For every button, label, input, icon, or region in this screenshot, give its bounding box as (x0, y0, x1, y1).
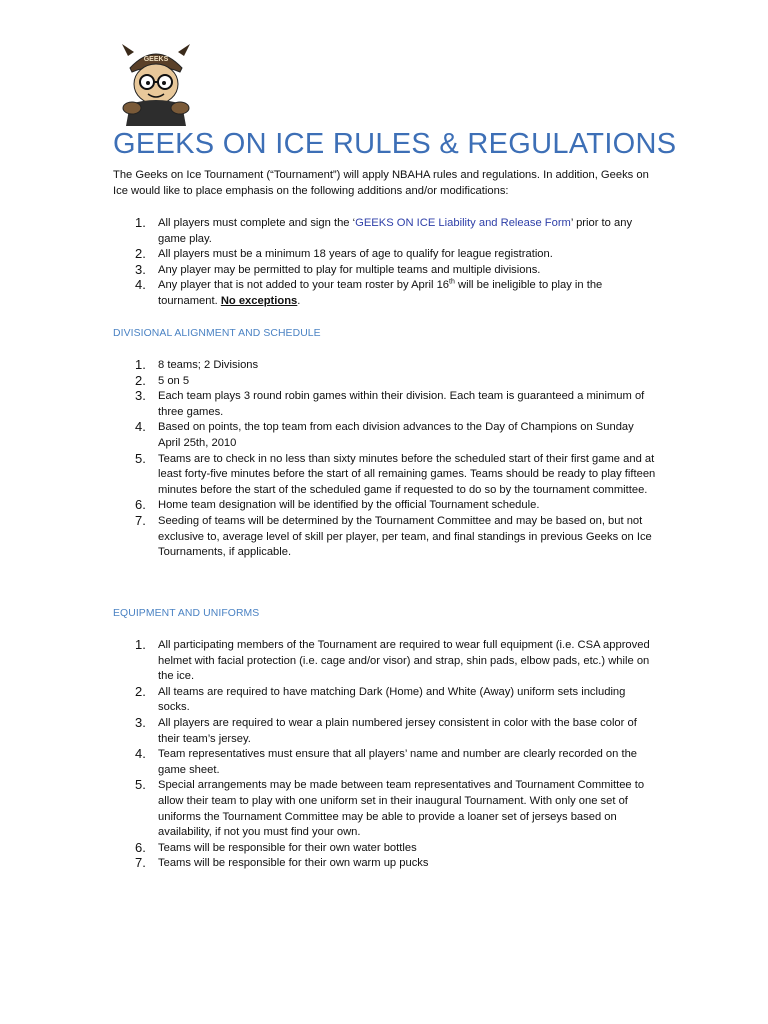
list-item (113, 263, 658, 279)
item-number: 4. (135, 277, 146, 293)
item-text: Special arrangements may be made between team representatives and Tournament Committee to allow their team to play with one uniform set in their inaugural Tournament. With only one set of uniforms the Tournament Committee may be able to provide a loaner set of jerseys based on availability, if not you must find your own. (158, 779, 645, 839)
geeks-logo (118, 42, 194, 126)
item-number: 4. (135, 419, 146, 435)
list-item (113, 358, 658, 374)
list-item (113, 374, 658, 390)
general-rules-list (113, 216, 658, 310)
intro-paragraph: The Geeks on Ice Tournament (“Tournament”) will apply NBAHA rules and regulations. In addition, Geeks on Ice would like to place emphasis on the following additions and/or modifications: (113, 169, 649, 197)
section-heading-equipment: EQUIPMENT AND UNIFORMS (113, 608, 260, 619)
item-number: 7. (135, 855, 146, 871)
item-text: Seeding of teams will be determined by the Tournament Committee and may be based on, but not exclusive to, average level of skill per player, per team, and final standings in previous Geeks on Ice Tournaments, if applicable. (158, 514, 652, 559)
section-heading-divisional: DIVISIONAL ALIGNMENT AND SCHEDULE (113, 328, 321, 339)
item-number: 2. (135, 246, 146, 262)
equipment-list (113, 638, 658, 872)
liability-form-link[interactable]: GEEKS ON ICE Liability and Release Form (355, 217, 571, 229)
divisional-list (113, 358, 658, 561)
rule-text: ’ prior to any game play. (158, 217, 633, 245)
list-item (113, 420, 658, 451)
item-number: 7. (135, 512, 146, 528)
item-number: 3. (135, 388, 146, 404)
item-number: 1. (135, 637, 146, 652)
list-item (113, 716, 658, 747)
item-text: Based on points, the top team from each division advances to the Day of Champions on Sunday April 25th, 2010 (158, 421, 634, 449)
list-item (113, 216, 658, 247)
list-item (113, 389, 658, 420)
item-number: 5. (135, 777, 146, 793)
item-number: 6. (135, 497, 146, 513)
item-number: 1. (135, 357, 146, 372)
item-text: Teams will be responsible for their own water bottles (158, 841, 417, 854)
list-item (113, 685, 658, 716)
list-item (113, 278, 658, 309)
item-number: 3. (135, 714, 146, 730)
list-item (113, 841, 658, 857)
item-number: 3. (135, 261, 146, 277)
rule-text: . (297, 294, 301, 307)
item-text: Each team plays 3 round robin games within their division. Each team is guaranteed a minimum of three games. (158, 390, 645, 418)
item-text: All participating members of the Tournament are required to wear full equipment (i.e. CSA approved helmet with facial protection (i.e. cage and/or visor) and strap, shin pads, elbow pads, etc.) while on the ice. (158, 639, 650, 683)
item-text: Teams will be responsible for their own warm up pucks (158, 857, 429, 870)
item-number: 2. (135, 372, 146, 388)
rule-text: Any player that is not added to your team roster by April 16 (158, 279, 450, 292)
item-text: All players are required to wear a plain numbered jersey consistent in color with the base color of their team’s jersey. (158, 716, 637, 745)
item-text: Home team designation will be identified by the official Tournament schedule. (158, 499, 540, 512)
list-item (113, 247, 658, 263)
list-item (113, 638, 658, 685)
item-text: Teams are to check in no less than sixty minutes before the scheduled start of their first game and at least forty-five minutes before the start of all remaining games. Teams should be ready to play fifteen minutes before the start of the scheduled game if requested to do so by the tournament committee. (158, 452, 656, 496)
rule-text: Any player may be permitted to play for multiple teams and multiple divisions. (158, 263, 541, 276)
item-number: 1. (135, 215, 146, 230)
list-item (113, 747, 658, 778)
rule-text: All players must be a minimum 18 years of age to qualify for league registration. (158, 248, 553, 261)
item-number: 5. (135, 450, 146, 466)
item-text: Team representatives must ensure that all players’ name and number are clearly recorded on the game sheet. (158, 748, 638, 776)
list-item (113, 778, 658, 840)
item-number: 2. (135, 683, 146, 699)
item-text: 5 on 5 (158, 374, 190, 387)
no-exceptions-emphasis: No exceptions (220, 294, 298, 307)
item-text: All teams are required to have matching Dark (Home) and White (Away) uniform sets including socks. (158, 685, 626, 714)
superscript: th (449, 278, 455, 286)
item-number: 4. (135, 746, 146, 762)
list-item (113, 514, 658, 561)
list-item (113, 498, 658, 514)
item-text: 8 teams; 2 Divisions (158, 359, 259, 371)
page-title: GEEKS ON ICE RULES & REGULATIONS (113, 128, 677, 160)
list-item (113, 856, 658, 872)
item-number: 6. (135, 839, 146, 855)
rule-text: will be ineligible to play in the tournament. (158, 279, 603, 307)
list-item (113, 452, 658, 499)
rule-text: All players must complete and sign the ‘ (158, 217, 356, 229)
logo-text: GEEKS (143, 56, 169, 63)
